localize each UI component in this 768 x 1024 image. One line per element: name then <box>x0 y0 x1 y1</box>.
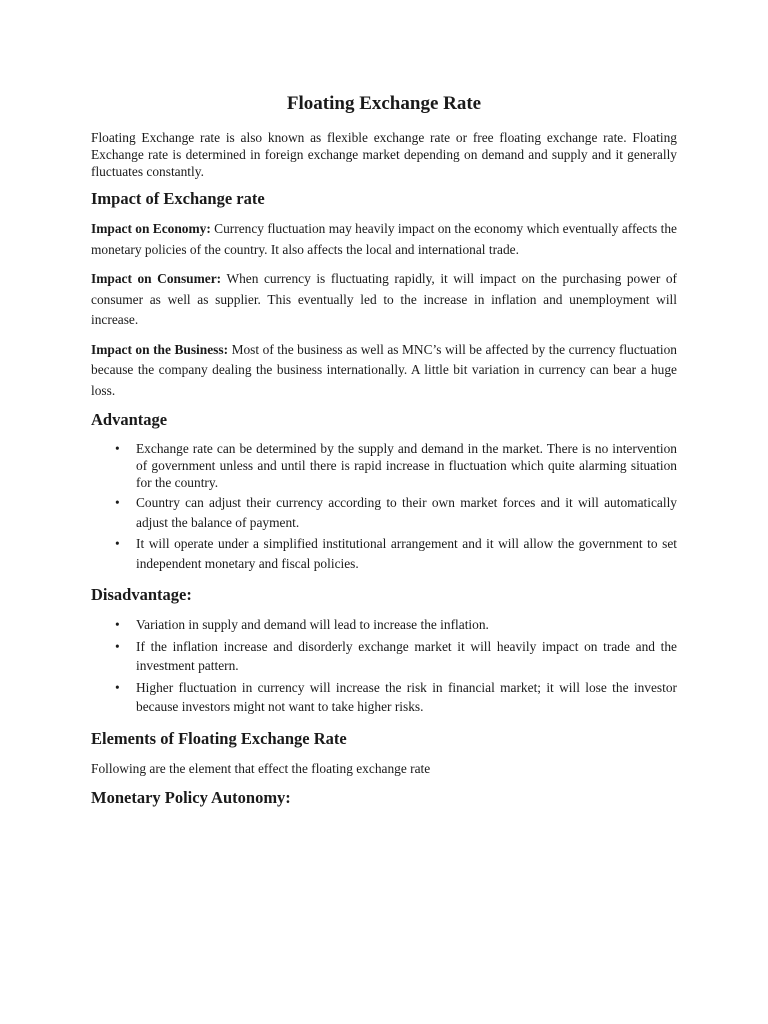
bullet-icon: • <box>115 617 120 632</box>
elements-paragraph: Following are the element that effect the floating exchange rate <box>91 760 431 776</box>
document-body <box>91 93 677 818</box>
advantage-heading: Advantage <box>91 410 168 429</box>
impact-consumer-paragraph <box>91 269 677 331</box>
disadvantage-item-text: If the inflation increase and disorderly exchange market it will heavily impact on trade and the investment pattern. <box>136 638 677 673</box>
advantage-item-text: Country can adjust their currency according to their own market forces and it will automatically adjust the balance of payment. <box>136 495 677 530</box>
list-item <box>91 440 677 491</box>
impact-economy-label: Impact on Economy: <box>91 221 211 236</box>
bullet-icon: • <box>115 441 120 456</box>
impact-heading: Impact of Exchange rate <box>91 189 265 208</box>
bullet-icon: • <box>115 495 120 510</box>
list-item <box>91 678 677 717</box>
disadvantage-item-text: Higher fluctuation in currency will increase the risk in financial market; it will lose the investor because investors might not want to take higher risks. <box>136 679 677 714</box>
list-item <box>91 637 677 676</box>
elements-heading: Elements of Floating Exchange Rate <box>91 728 347 748</box>
advantage-item-text: Exchange rate can be determined by the supply and demand in the market. There is no intervention of government unless and until there is rapid increase in fluctuation which quite alarming situation for the country. <box>136 441 677 490</box>
impact-consumer-text: When currency is fluctuating rapidly, it will impact on the purchasing power of consumer as well as supplier. This eventually led to the increase in inflation and unemployment will increase. <box>91 271 677 327</box>
disadvantage-heading: Disadvantage: <box>91 585 192 604</box>
monetary-policy-heading: Monetary Policy Autonomy: <box>91 788 291 807</box>
disadvantage-list <box>91 615 677 717</box>
bullet-icon: • <box>115 679 120 695</box>
impact-business-label: Impact on the Business: <box>91 341 229 357</box>
intro-paragraph: Floating Exchange rate is also known as flexible exchange rate or free floating exchange rate. Floating Exchange rate is determined in foreign exchange market depending on demand and supply and it generally fluctuates constantly. <box>91 130 677 179</box>
list-item <box>91 534 677 573</box>
disadvantage-item-text: Variation in supply and demand will lead to increase the inflation. <box>136 617 489 632</box>
list-item <box>91 615 677 635</box>
list-item <box>91 493 677 532</box>
bullet-icon: • <box>115 638 120 654</box>
impact-economy-text: Currency fluctuation may heavily impact on the economy which eventually affects the monetary policies of the country. It also affects the local and international trade. <box>91 221 677 257</box>
document-title: Floating Exchange Rate <box>286 93 482 114</box>
advantage-item-text: It will operate under a simplified institutional arrangement and it will allow the government to set independent monetary and fiscal policies. <box>136 536 677 571</box>
impact-business-paragraph <box>91 340 677 402</box>
impact-consumer-label: Impact on Consumer: <box>91 271 222 286</box>
impact-economy-paragraph <box>91 219 677 260</box>
bullet-icon: • <box>115 536 120 551</box>
advantage-list <box>91 440 677 573</box>
impact-business-text: Most of the business as well as MNC’s will be affected by the currency fluctuation because the company dealing the business internationally. A little bit variation in currency can bear a huge loss. <box>91 341 678 398</box>
